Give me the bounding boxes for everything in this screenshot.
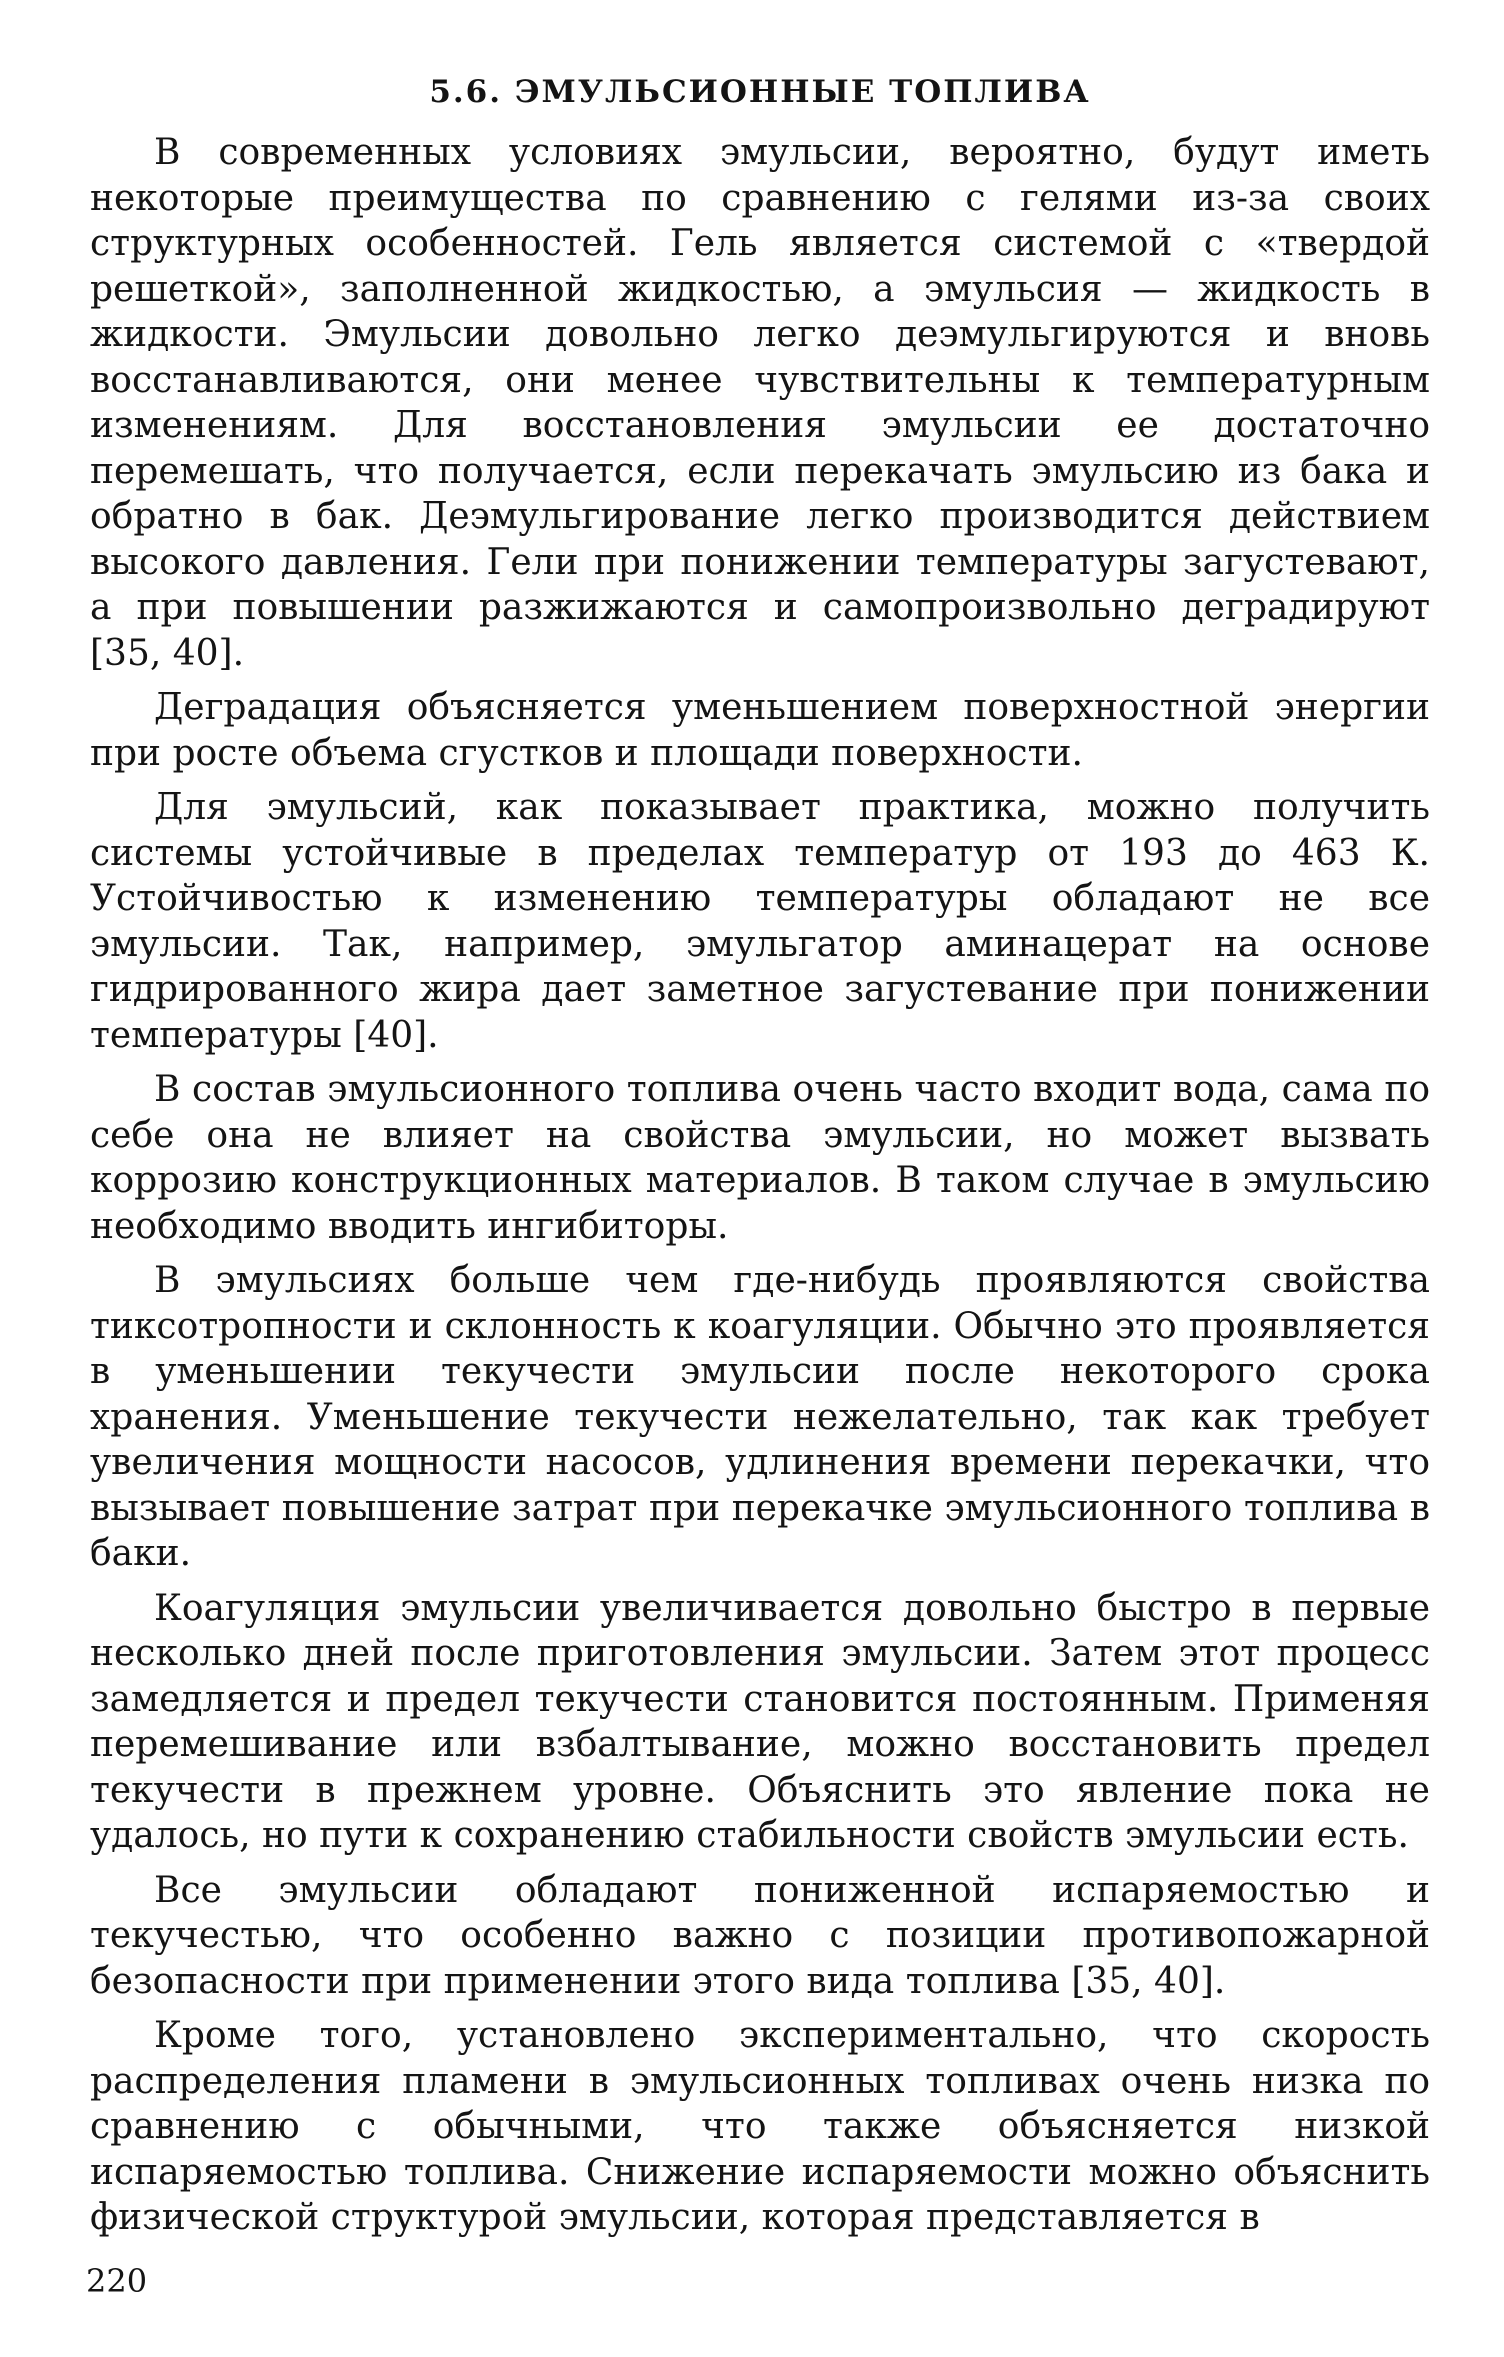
paragraph: Деградация объясняется уменьшением поверхностной энергии при росте объема сгустков и площади поверхности.: [90, 687, 1430, 774]
paragraph: Кроме того, установлено экспериментально, что скорость распределения пламени в эмульсионных топливах очень низка по сравнению с обычными, что также объясняется низкой испаряемостью топлива. Снижение испаряемости можно объяснить физической структурой эмульсии, которая представляется в: [90, 2015, 1430, 2238]
page-content: [90, 68, 1430, 2250]
section-heading: 5.6. ЭМУЛЬСИОННЫЕ ТОПЛИВА: [429, 74, 1091, 110]
paragraph: В эмульсиях больше чем где-нибудь проявляются свойства тиксотропности и склонность к коагуляции. Обычно это проявляется в уменьшении текучести эмульсии после некоторого срока хранения. Уменьшение текучести нежелательно, так как требует увеличения мощности насосов, удлинения времени перекачки, что вызывает повышение затрат при перекачке эмульсионного топлива в баки.: [90, 1260, 1430, 1574]
paragraph: Все эмульсии обладают пониженной испаряемостью и текучестью, что особенно важно с позиции противопожарной безопасности при применении этого вида топлива [35, 40].: [90, 1869, 1430, 2002]
paragraph: В состав эмульсионного топлива очень часто входит вода, сама по себе она не влияет на свойства эмульсии, но может вызвать коррозию конструкционных материалов. В таком случае в эмульсию необходимо вводить ингибиторы.: [90, 1069, 1430, 1247]
page-number: 220: [86, 2262, 148, 2300]
paragraph: Коагуляция эмульсии увеличивается довольно быстро в первые несколько дней после приготовления эмульсии. Затем этот процесс замедляется и предел текучести становится постоянным. Применяя перемешивание или взбалтывание, можно восстановить предел текучести в прежнем уровне. Объяснить это явление пока не удалось, но пути к сохранению стабильности свойств эмульсии есть.: [90, 1587, 1430, 1856]
paragraph: Для эмульсий, как показывает практика, можно получить системы устойчивые в пределах температур от 193 до 463 К. Устойчивостью к изменению температуры обладают не все эмульсии. Так, например, эмульгатор аминацерат на основе гидрированного жира дает заметное загустевание при понижении температуры [40].: [90, 787, 1430, 1056]
paragraph: В современных условиях эмульсии, вероятно, будут иметь некоторые преимущества по сравнению с гелями из-за своих структурных особенностей. Гель является системой с «твердой решеткой», заполненной жидкостью, а эмульсия — жидкость в жидкости. Эмульсии довольно легко деэмульгируются и вновь восстанавливаются, они менее чувствительны к температурным изменениям. Для восстановления эмульсии ее достаточно перемешать, что получается, если перекачать эмульсию из бака и обратно в бак. Деэмульгирование легко производится действием высокого давления. Гели при понижении температуры загустевают, а при повышении разжижаются и самопроизвольно деградируют [35, 40].: [90, 132, 1430, 674]
